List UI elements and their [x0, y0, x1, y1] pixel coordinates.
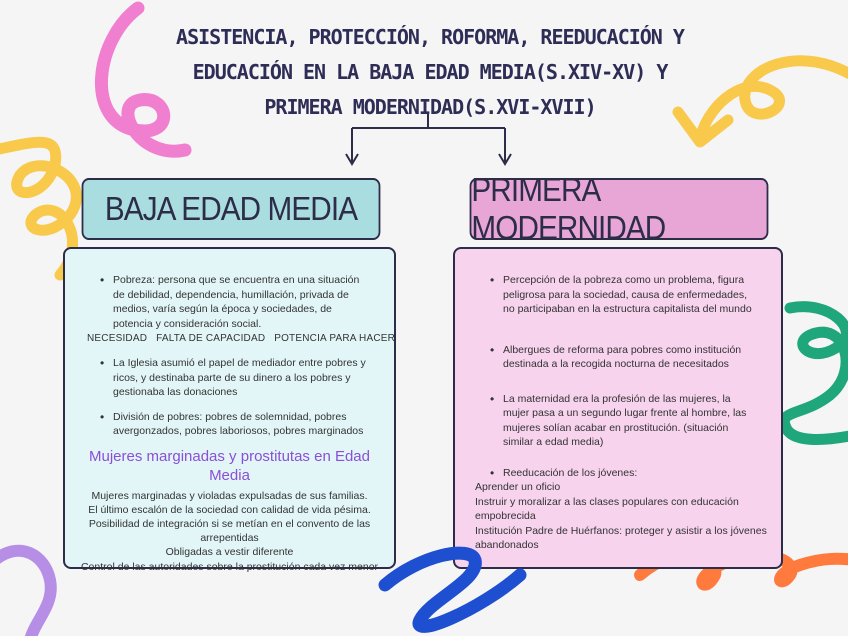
mujeres-subheading: Mujeres marginadas y prostitutas en Edad Media	[89, 447, 370, 484]
left-line: Mujeres marginadas y violadas expulsadas de sus familias.	[91, 489, 368, 502]
purple-squiggle	[0, 551, 51, 636]
left-bullet-iglesia: • La Iglesia asumió el papel de mediador entre pobres y ricos, y destinaba parte de su dinero a los pobres y gestionaba las donaciones	[65, 356, 394, 400]
baja-edad-media-panel	[63, 247, 396, 573]
right-line: Instruir y moralizar a las clases populares con educación empobrecida	[475, 495, 739, 522]
green-squiggle	[784, 307, 848, 440]
baja-edad-media-header	[82, 178, 381, 240]
right-bullets	[455, 273, 781, 480]
right-bullet-maternidad: • La maternidad era la profesión de las mujeres, la mujer pasa a un segundo lugar frente al hombre, las mujeres solían acabar en prostitución. (situación similar a edad media)	[455, 392, 781, 450]
right-bullet-reeducacion: • Reeducación de los jóvenes:	[455, 466, 781, 481]
left-line: Posibilidad de integración si se metían en el convento de las arrepentidas	[88, 517, 371, 545]
baja-edad-media-heading: BAJA EDAD MEDIA	[104, 190, 358, 227]
capacities-row: NECESIDAD FALTA DE CAPACIDAD POTENCIA PARA HACER	[87, 333, 396, 344]
left-bullet-division: • División de pobres: pobres de solemnidad, pobres avergonzados, pobres laboriosos, pobres marginados	[65, 410, 394, 439]
left-line: Obligadas a vestir diferente	[165, 546, 294, 559]
left-bullets-top	[65, 273, 394, 331]
right-line: Institución Padre de Huérfanos: proteger y asistir a los jóvenes abandonados	[475, 524, 767, 551]
right-bullet-albergues: • Albergues de reforma para pobres como institución destinada a la recogida nocturna de necesitados	[455, 343, 781, 372]
right-line: Aprender un oficio	[475, 481, 561, 493]
left-line: Control de las autoridades sobre la prostitución cada vez menor	[80, 560, 379, 573]
left-line: El último escalón de la sociedad con calidad de vida pésima.	[88, 503, 371, 516]
primera-modernidad-header	[470, 171, 769, 246]
left-bullet-pobreza: • Pobreza: persona que se encuentra en una situación de debilidad, dependencia, humillación, privada de medios, varía según la época y sociedades, de potencia y consideración social.	[65, 273, 394, 331]
left-bullets-middle	[65, 356, 394, 439]
right-bullet-percepcion: • Percepción de la pobreza como un problema, figura peligrosa para la sociedad, causa de enfermedades, no participaban en la estructura capitalista del mundo	[455, 273, 781, 317]
primera-modernidad-heading: PRIMERA MODERNIDAD	[471, 171, 666, 246]
primera-modernidad-panel	[453, 247, 783, 569]
page-title: ASISTENCIA, PROTECCIÓN, ROFORMA, REEDUCACIÓN Y EDUCACIÓN EN LA BAJA EDAD MEDIA(S.XIV-XV) Y PRIMERA MODERNIDAD(S.XVI-XVII)	[176, 25, 684, 119]
